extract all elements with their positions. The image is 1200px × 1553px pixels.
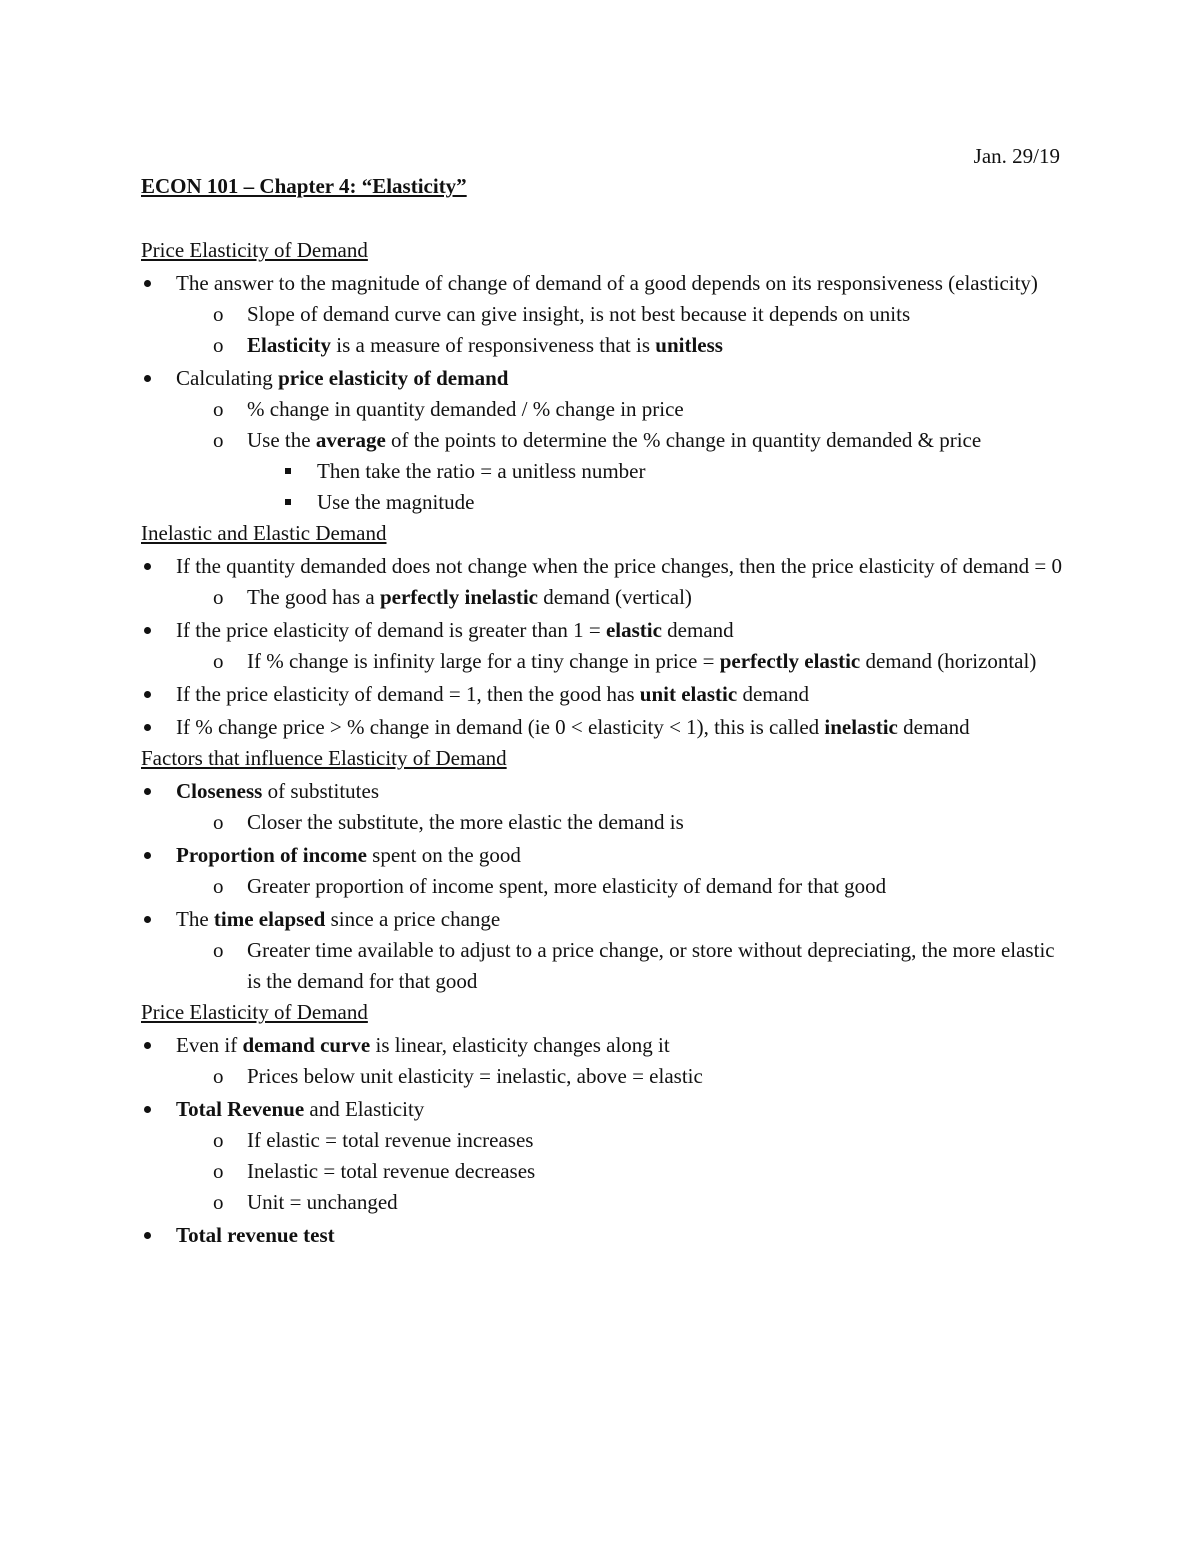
bullet-l2-icon: o [213, 1159, 224, 1183]
text-run: demand [661, 618, 734, 642]
sub-bullet-item [213, 299, 1071, 330]
text-run: spent on the good [366, 843, 521, 867]
text-run: % change in quantity demanded / % change in price [247, 397, 684, 421]
bullet-item [176, 1030, 1071, 1061]
bullet-l2-icon: o [213, 397, 224, 421]
bullet-item [176, 679, 1071, 710]
bold-term: perfectly inelastic [379, 585, 538, 609]
sub-bullet-item [213, 1187, 1071, 1218]
bullet-item [176, 840, 1071, 871]
text-run: If elastic = total revenue increases [247, 1128, 534, 1152]
text-run: of substitutes [262, 779, 380, 803]
bullet-l1-icon [144, 280, 151, 287]
bullet-l2-icon: o [213, 810, 224, 834]
text-run: If the price elasticity of demand is greater than 1 = [176, 618, 606, 642]
notes-body [141, 235, 1071, 1251]
sub-sub-bullet-item [317, 487, 1071, 518]
text-run: demand [897, 715, 970, 739]
bold-term: price elasticity of demand [278, 366, 509, 390]
text-run: The answer to the magnitude of change of demand of a good depends on its responsiveness (elasticity) [176, 271, 1038, 295]
bullet-l1-icon [144, 1106, 151, 1113]
bullet-l1-icon [144, 788, 151, 795]
sub-bullet-item [213, 394, 1071, 425]
section-heading: Price Elasticity of Demand [141, 1000, 368, 1024]
sub-bullet-item [213, 582, 1071, 613]
text-run: Even if [176, 1033, 243, 1057]
bullet-l3-icon [285, 499, 291, 505]
bullet-l2-icon: o [213, 585, 224, 609]
text-run: Greater proportion of income spent, more elasticity of demand for that good [247, 874, 887, 898]
bold-term: unitless [655, 333, 723, 357]
text-run: Slope of demand curve can give insight, is not best because it depends on units [247, 302, 911, 326]
text-run: Calculating [176, 366, 279, 390]
bullet-l1-icon [144, 724, 151, 731]
bullet-l1-icon [144, 375, 151, 382]
section-heading: Price Elasticity of Demand [141, 238, 368, 262]
sub-bullet-item [213, 871, 1071, 902]
page-title: ECON 101 – Chapter 4: “Elasticity” [141, 174, 467, 198]
text-run: is a measure of responsiveness that is [331, 333, 656, 357]
section-heading: Factors that influence Elasticity of Demand [141, 746, 507, 770]
text-run: Greater time available to adjust to a price change, or store without depreciating, the more elastic is the demand for that good [247, 938, 1055, 993]
text-run: since a price change [325, 907, 501, 931]
bullet-item [176, 776, 1071, 807]
bullet-l2-icon: o [213, 302, 224, 326]
bullet-l1-icon [144, 1232, 151, 1239]
bullet-l1-icon [144, 563, 151, 570]
text-run: demand [737, 682, 809, 706]
bold-term: Total revenue test [176, 1223, 335, 1247]
sub-bullet-item [213, 646, 1071, 677]
bullet-l2-icon: o [213, 874, 224, 898]
bold-term: inelastic [824, 715, 898, 739]
sub-bullet-item [213, 1061, 1071, 1092]
bullet-l1-icon [144, 691, 151, 698]
bullet-item [176, 363, 1071, 394]
text-run: The good has a [247, 585, 380, 609]
bullet-l2-icon: o [213, 1190, 224, 1214]
text-run: Use the magnitude [317, 490, 475, 514]
text-run: Unit = unchanged [247, 1190, 398, 1214]
bullet-l3-icon [285, 468, 291, 474]
bold-term: average [315, 428, 386, 452]
text-run: Use the [247, 428, 316, 452]
bullet-l1-icon [144, 916, 151, 923]
text-run: If % change is infinity large for a tiny change in price = [247, 649, 720, 673]
bullet-l1-icon [144, 627, 151, 634]
section-heading: Inelastic and Elastic Demand [141, 521, 387, 545]
bullet-l2-icon: o [213, 428, 224, 452]
bold-term: Proportion of income [176, 843, 367, 867]
sub-bullet-item [213, 807, 1071, 838]
bullet-item [176, 268, 1071, 299]
sub-bullet-item [213, 425, 1071, 456]
note-date: Jan. 29/19 [973, 144, 1060, 168]
text-run: If % change price > % change in demand (ie 0 < elasticity < 1), this is called [176, 715, 825, 739]
sub-bullet-item [213, 330, 1071, 361]
bullet-l2-icon: o [213, 938, 224, 962]
text-run: Inelastic = total revenue decreases [247, 1159, 536, 1183]
sub-sub-bullet-item [317, 456, 1071, 487]
bold-term: Elasticity [247, 333, 331, 357]
bullet-l1-icon [144, 1042, 151, 1049]
bullet-l2-icon: o [213, 1128, 224, 1152]
bold-term: elastic [605, 618, 662, 642]
sub-bullet-item [213, 1156, 1071, 1187]
bold-term: time elapsed [213, 907, 326, 931]
text-run: demand (horizontal) [860, 649, 1037, 673]
text-run: demand (vertical) [538, 585, 692, 609]
bullet-item [176, 1094, 1071, 1125]
bullet-item [176, 904, 1071, 935]
bold-term: unit elastic [639, 682, 738, 706]
bullet-item [176, 615, 1071, 646]
bold-term: demand curve [242, 1033, 371, 1057]
bullet-l1-icon [144, 852, 151, 859]
text-run: Then take the ratio = a unitless number [317, 459, 646, 483]
text-run: Prices below unit elasticity = inelastic, above = elastic [247, 1064, 703, 1088]
text-run: If the price elasticity of demand = 1, then the good has [176, 682, 640, 706]
bullet-item [176, 1220, 1071, 1251]
sub-bullet-item [213, 935, 1071, 997]
bullet-l2-icon: o [213, 333, 224, 357]
bullet-l2-icon: o [213, 1064, 224, 1088]
text-run: The [176, 907, 214, 931]
bold-term: perfectly elastic [719, 649, 861, 673]
bullet-l2-icon: o [213, 649, 224, 673]
text-run: of the points to determine the % change in quantity demanded & price [385, 428, 982, 452]
text-run: Closer the substitute, the more elastic the demand is [247, 810, 684, 834]
bullet-item [176, 551, 1071, 582]
bold-term: Total Revenue [176, 1097, 305, 1121]
text-run: If the quantity demanded does not change when the price changes, then the price elasticity of demand = 0 [176, 554, 1062, 578]
sub-bullet-item [213, 1125, 1071, 1156]
text-run: is linear, elasticity changes along it [370, 1033, 670, 1057]
bold-term: Closeness [176, 779, 263, 803]
text-run: and Elasticity [304, 1097, 425, 1121]
bullet-item [176, 712, 1071, 743]
